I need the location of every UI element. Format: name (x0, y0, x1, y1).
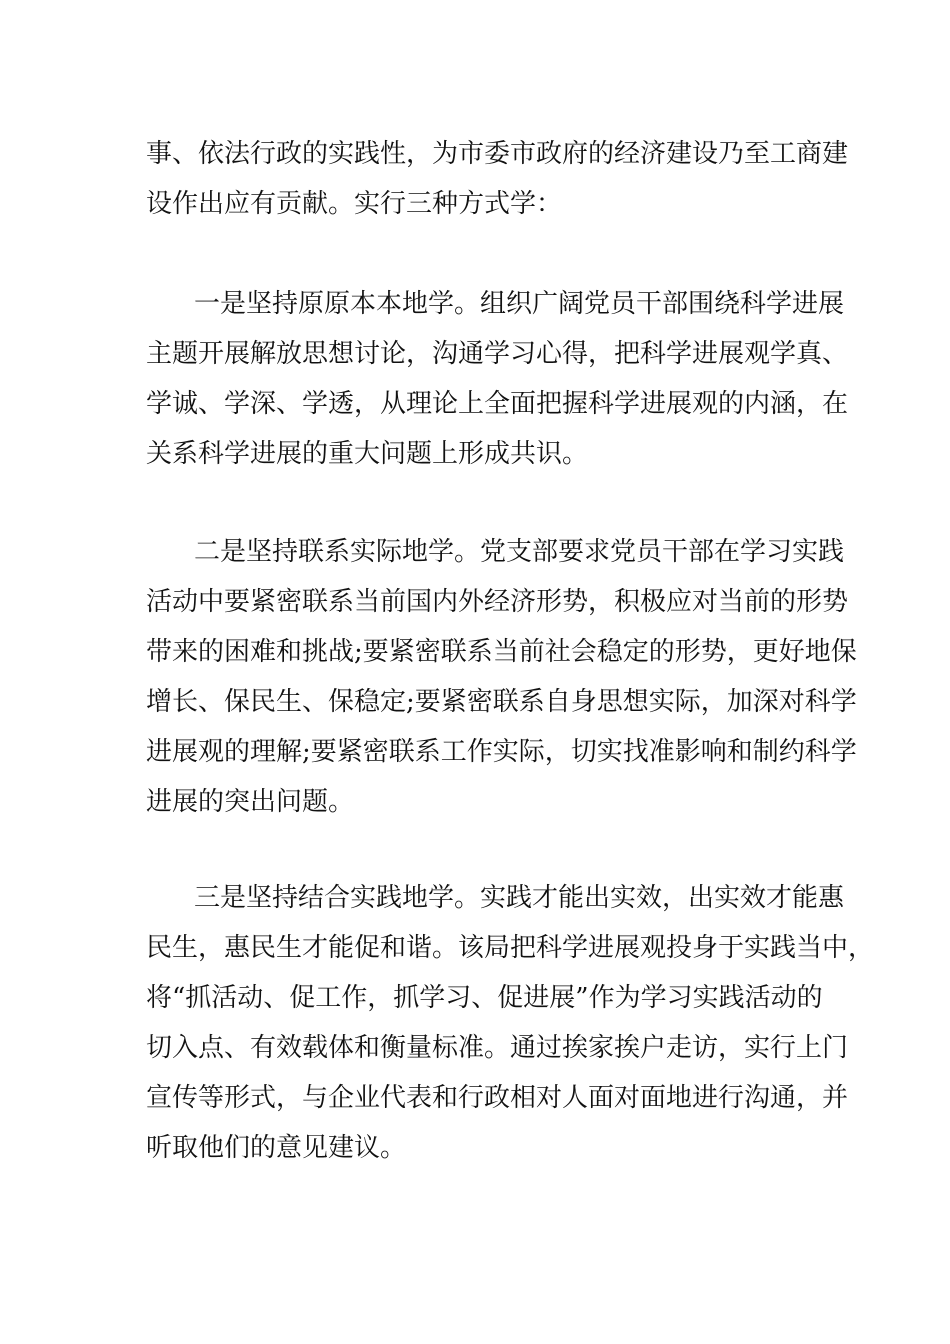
paragraph-1-line-3: 学诚、学深、学透，从理论上全面把握科学进展观的内涵，在 (146, 389, 849, 419)
paragraph-3-line-6: 听取他们的意见建议。 (146, 1133, 407, 1163)
paragraph-2-line-2: 活动中要紧密联系当前国内外经济形势，积极应对当前的形势 (146, 587, 849, 617)
paragraph-2-line-1: 二是坚持联系实际地学。党支部要求党员干部在学习实践 (194, 537, 845, 567)
paragraph-3-line-4: 切入点、有效载体和衡量标准。通过挨家挨户走访，实行上门 (146, 1033, 849, 1063)
paragraph-2-line-6: 进展的突出问题。 (146, 787, 355, 817)
paragraph-3-line-2: 民生，惠民生才能促和谐。该局把科学进展观投身于实践当中， (146, 933, 875, 963)
paragraph-2-line-4: 增长、保民生、保稳定;要紧密联系自身思想实际，加深对科学 (146, 687, 857, 717)
paragraph-1-line-2: 主题开展解放思想讨论，沟通学习心得，把科学进展观学真、 (146, 339, 849, 369)
paragraph-1-line-1: 一是坚持原原本本地学。组织广阔党员干部围绕科学进展 (194, 289, 845, 319)
intro-line-2: 设作出应有贡献。实行三种方式学： (146, 189, 563, 219)
paragraph-3-line-3: 将“抓活动、促工作，抓学习、促进展”作为学习实践活动的 (146, 983, 823, 1013)
paragraph-2-line-5: 进展观的理解;要紧密联系工作实际，切实找准影响和制约科学 (146, 737, 857, 767)
paragraph-2-line-3: 带来的困难和挑战;要紧密联系当前社会稳定的形势，更好地保 (146, 637, 857, 667)
paragraph-3-line-1: 三是坚持结合实践地学。实践才能出实效，出实效才能惠 (194, 883, 845, 913)
intro-line-1: 事、依法行政的实践性，为市委市政府的经济建设乃至工商建 (146, 139, 849, 169)
paragraph-1-line-4: 关系科学进展的重大问题上形成共识。 (146, 439, 589, 469)
paragraph-3-line-5: 宣传等形式，与企业代表和行政相对人面对面地进行沟通，并 (146, 1083, 849, 1113)
